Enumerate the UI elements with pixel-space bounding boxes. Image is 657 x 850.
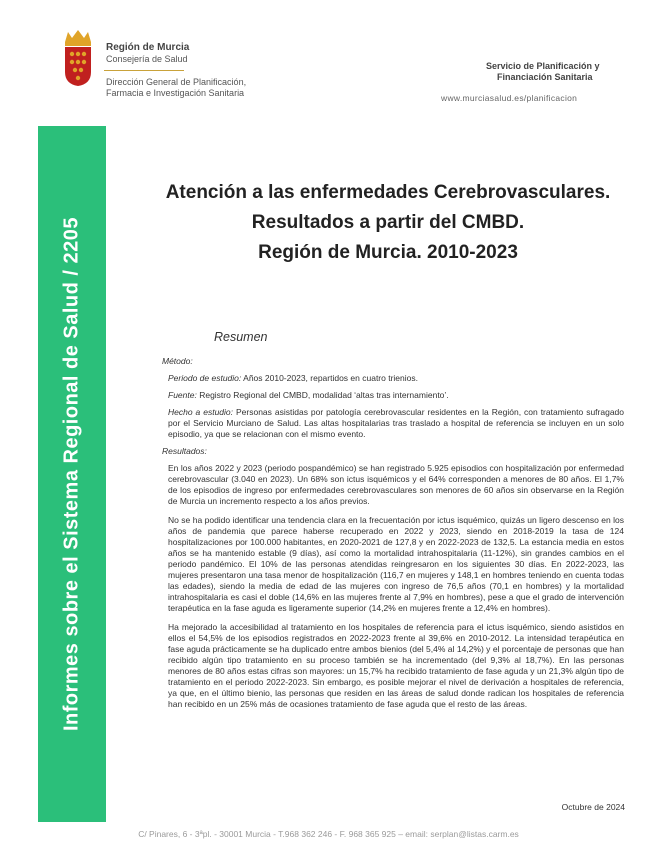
summary-body bbox=[162, 356, 624, 718]
results-label: Resultados: bbox=[162, 446, 207, 456]
header-divider bbox=[104, 70, 184, 71]
service-line-1: Servicio de Planificación y bbox=[486, 61, 600, 71]
footer-contact: C/ Pinares, 6 - 3ªpl. - 30001 Murcia - T.968 362 246 - F. 968 365 925 – email: serplan@listas.carm.es bbox=[138, 829, 519, 839]
report-title bbox=[128, 178, 648, 268]
service-line-2: Financiación Sanitaria bbox=[497, 72, 593, 82]
results-paragraph-2: No se ha podido identificar una tendencia clara en la frecuentación por ictus isquémico, quizás un ligero descenso en los años de pandemia que parece haberse recuperado en 2022 y 2023, siendo en 2018-2019 la tasa de 124 hospitalizaciones por 100.000 habitantes, en 2020-2021 de 127,8 y en 2022-2023 de 132,5. La estancia media en estos años se ha mantenido estable (9 días), así como la mortalidad intrahospitalaria (11-12%), sin grandes cambios en el periodo pandémico. El 10% de las personas atendidas reingresaron en los siguientes 30 días. En 2022-2023, las mujeres presentaron una tasa menor de hospitalización (116,7 en mujeres y 148,1 en hombres teniendo en cuenta todas las edades), siendo la media de edad de las mujeres con ingreso de 76,5 años (70,1 en hombres) y la mortalidad intrahospitalaria es casi el doble (14,6% en las mujeres frente al 7,9% en hombres), pese a que el grado de intervención terapéutica en la fase aguda es ligeramente superior (14,2% en mujeres frente a 12,4% en hombres). bbox=[168, 515, 624, 613]
title-line-2: Resultados a partir del CMBD. bbox=[251, 212, 525, 233]
results-paragraph-3: Ha mejorado la accesibilidad al tratamiento en los hospitales de referencia para el ictus isquémico, siendo asistidos en ellos el 54,5% de los episodios registrados en 2022-2023 frente al 39,6% en 2010-2012. La intensidad terapéutica en fase aguda prácticamente se ha duplicado entre ambos bienios (del 5,4% al 14,2%) y el porcentaje de personas que han recibido algún tipo tratamiento en su proceso también se ha incrementado (del 9,3% al 18,7%). En las personas menores de 80 años estas cifras son mayores: un 15,7% ha recibido tratamiento de fase aguda y un 21,3% algún tipo de tratamiento en el periodo 2022-2023. Sin embargo, es posible mejorar el nivel de derivación a hospitales de referencia, ya que, en el último bienio, las personas que residen en las áreas de salud donde radican los hospitales de referencia han recibido en un 25% más de ocasiones tratamiento de fase aguda que el resto de las áreas. bbox=[168, 622, 624, 709]
period-text: Años 2010-2023, repartidos en cuatro trienios. bbox=[243, 373, 418, 383]
event-label: Hecho a estudio: bbox=[168, 407, 234, 417]
website-link[interactable]: www.murciasalud.es/planificacion bbox=[441, 93, 578, 103]
source-label: Fuente: bbox=[168, 390, 197, 400]
title-line-3: Región de Murcia. 2010-2023 bbox=[258, 242, 518, 263]
directorate-line-2: Farmacia e Investigación Sanitaria bbox=[106, 88, 245, 98]
period-item bbox=[168, 373, 624, 384]
title-line-1: Atención a las enfermedades Cerebrovasculares. bbox=[165, 182, 611, 203]
event-text: Personas asistidas por patología cerebrovascular residentes en la Región, con tratamiento sufragado por el Servicio Murciano de Salud. Las altas hospitalarias tras traslado a hospital de referencia se incluyen en un solo episodio, ya que se relacionan con el mismo evento. bbox=[168, 407, 624, 439]
report-series-label: Informes sobre el Sistema Regional de Salud / 2205 bbox=[60, 216, 83, 732]
report-series-sidebar bbox=[38, 126, 106, 822]
results-paragraph-1: En los años 2022 y 2023 (periodo pospandémico) se han registrado 5.925 episodios con hospitalización por enfermedad cerebrovascular (3.040 en 2023). Un 68% son ictus isquémicos y el 64% corresponden a menores de 80 años. El 1,7% de los episodios de ingreso por enfermedades cerebrovasculares son menores de 60 años sin observarse en la Región de Murcia un incremento respecto a los años previos. bbox=[168, 463, 624, 506]
summary-heading: Resumen bbox=[214, 330, 268, 344]
region-murcia-crest-icon bbox=[62, 28, 94, 88]
method-label: Método: bbox=[162, 356, 193, 366]
source-text: Registro Regional del CMBD, modalidad ‘altas tras internamiento’. bbox=[199, 390, 449, 400]
report-date: Octubre de 2024 bbox=[561, 802, 625, 812]
source-item bbox=[168, 390, 624, 401]
event-item bbox=[168, 407, 624, 440]
directorate-line-1: Dirección General de Planificación, bbox=[106, 77, 247, 87]
org-name: Región de Murcia bbox=[106, 42, 190, 53]
period-label: Periodo de estudio: bbox=[168, 373, 242, 383]
org-department: Consejería de Salud bbox=[106, 54, 188, 64]
